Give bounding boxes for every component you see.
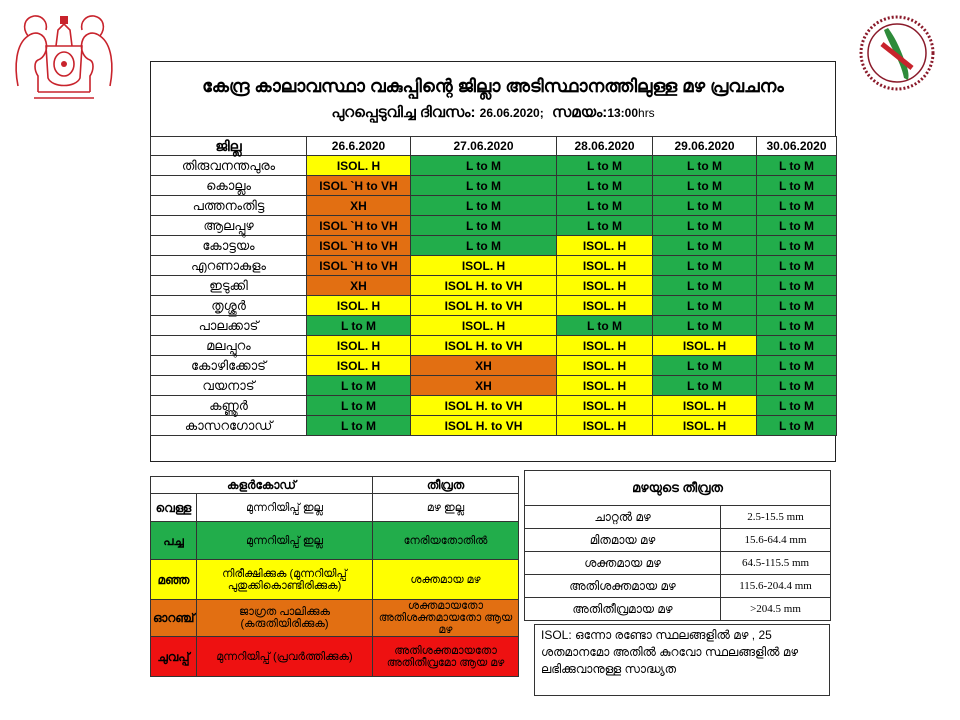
date-header: 29.06.2020 <box>653 137 757 156</box>
forecast-table <box>150 136 837 436</box>
table-row <box>151 336 837 356</box>
date-header: 27.06.2020 <box>411 137 557 156</box>
district-name: മലപ്പുറം <box>151 336 307 356</box>
rain-intensity-table <box>524 470 831 621</box>
forecast-cell: ISOL. H <box>557 336 653 356</box>
forecast-cell: L to M <box>307 396 411 416</box>
forecast-cell: L to M <box>757 316 837 336</box>
issued-date: 26.06.2020; <box>479 106 544 120</box>
time-value: 13:00 <box>607 106 639 120</box>
forecast-cell: L to M <box>557 176 653 196</box>
intensity-row <box>525 529 831 552</box>
forecast-cell: ISOL. H <box>557 396 653 416</box>
intensity-label: മിതമായ മഴ <box>525 529 721 552</box>
forecast-cell: ISOL. H <box>557 376 653 396</box>
intensity-range: 2.5-15.5 mm <box>721 506 831 529</box>
forecast-cell: L to M <box>757 296 837 316</box>
table-row <box>151 236 837 256</box>
forecast-cell: L to M <box>653 316 757 336</box>
intensity-row <box>525 575 831 598</box>
forecast-cell: ISOL H. to VH <box>411 296 557 316</box>
forecast-cell: XH <box>307 276 411 296</box>
forecast-cell: L to M <box>653 236 757 256</box>
legend-intensity: ശക്തമായതോ അതിശക്തമായതോ ആയ മഴ <box>373 600 519 637</box>
district-name: തൃശ്ശൂർ <box>151 296 307 316</box>
forecast-cell: L to M <box>757 396 837 416</box>
forecast-cell: ISOL. H <box>653 336 757 356</box>
intensity-row <box>525 506 831 529</box>
district-name: കോട്ടയം <box>151 236 307 256</box>
forecast-cell: XH <box>411 356 557 376</box>
district-name: ആലപ്പുഴ <box>151 216 307 236</box>
legend-color-name: പച്ച <box>151 522 197 560</box>
date-header: 26.6.2020 <box>307 137 411 156</box>
forecast-cell: ISOL. H <box>557 296 653 316</box>
legend-intensity: മഴ ഇല്ല <box>373 494 519 522</box>
forecast-cell: ISOL. H <box>557 276 653 296</box>
legend-color-name: മഞ്ഞ <box>151 560 197 600</box>
forecast-cell: L to M <box>757 236 837 256</box>
intensity-range: 64.5-115.5 mm <box>721 552 831 575</box>
forecast-cell: L to M <box>653 376 757 396</box>
district-name: തിരുവനന്തപുരം <box>151 156 307 176</box>
legend-row <box>151 560 519 600</box>
date-header: 30.06.2020 <box>757 137 837 156</box>
forecast-cell: L to M <box>653 296 757 316</box>
legend-intensity: നേരിയതോതിൽ <box>373 522 519 560</box>
forecast-cell: L to M <box>411 216 557 236</box>
page-title: കേന്ദ്ര കാലാവസ്ഥാ വകുപ്പിന്റെ ജില്ലാ അടിസ്ഥാനത്തിലുള്ള മഴ പ്രവചനം <box>202 76 784 96</box>
forecast-cell: L to M <box>757 356 837 376</box>
district-name: എറണാകുളം <box>151 256 307 276</box>
forecast-cell: ISOL. H <box>307 296 411 316</box>
table-row <box>151 196 837 216</box>
time-unit: hrs <box>638 106 655 120</box>
forecast-cell: ISOL `H to VH <box>307 176 411 196</box>
issued-line <box>150 104 836 121</box>
intensity-label: അതിശക്തമായ മഴ <box>525 575 721 598</box>
forecast-cell: ISOL. H <box>653 416 757 436</box>
forecast-cell: ISOL. H <box>411 256 557 276</box>
isol-note: ISOL: ഒന്നോ രണ്ടോ സ്ഥലങ്ങളിൽ മഴ , 25 ശതമാനമോ അതിൽ കുറവോ സ്ഥലങ്ങളിൽ മഴ ലഭിക്കുവാനുള്ള സാദ്ധ്യത <box>534 624 830 696</box>
forecast-cell: L to M <box>757 416 837 436</box>
table-row <box>151 396 837 416</box>
forecast-cell: L to M <box>653 156 757 176</box>
intensity-label: ശക്തമായ മഴ <box>525 552 721 575</box>
table-row <box>151 316 837 336</box>
forecast-cell: XH <box>307 196 411 216</box>
district-name: പാലക്കാട് <box>151 316 307 336</box>
intensity-range: 115.6-204.4 mm <box>721 575 831 598</box>
intensity-header: മഴയുടെ തീവ്രത <box>525 471 831 506</box>
legend-meaning: ജാഗ്രത പാലിക്കുക (കരുതിയിരിക്കുക) <box>197 600 373 637</box>
forecast-cell: ISOL. H <box>307 156 411 176</box>
date-header: 28.06.2020 <box>557 137 653 156</box>
table-row <box>151 256 837 276</box>
forecast-cell: ISOL H. to VH <box>411 416 557 436</box>
issued-label: പുറപ്പെടുവിച്ച ദിവസം: <box>331 104 476 121</box>
forecast-cell: L to M <box>411 196 557 216</box>
table-row <box>151 296 837 316</box>
forecast-cell: ISOL H. to VH <box>411 276 557 296</box>
district-name: വയനാട് <box>151 376 307 396</box>
forecast-cell: ISOL H. to VH <box>411 396 557 416</box>
legend-row <box>151 637 519 677</box>
forecast-cell: L to M <box>653 256 757 276</box>
forecast-cell: L to M <box>307 416 411 436</box>
table-row <box>151 376 837 396</box>
forecast-cell: L to M <box>653 356 757 376</box>
forecast-header-row <box>151 137 837 156</box>
legend-meaning: മുന്നറിയിപ്പ് ഇല്ല <box>197 494 373 522</box>
district-name: പത്തനംതിട്ട <box>151 196 307 216</box>
forecast-cell: L to M <box>757 376 837 396</box>
forecast-cell: ISOL H. to VH <box>411 336 557 356</box>
forecast-cell: L to M <box>653 176 757 196</box>
legend-intensity: അതിശക്തമായതോ അതിതീവ്രമോ ആയ മഴ <box>373 637 519 677</box>
legend-meaning: നിരീക്ഷിക്കുക (മുന്നറിയിപ്പ് പുതുക്കികൊണ്ടിരിക്കുക) <box>197 560 373 600</box>
table-row <box>151 176 837 196</box>
intensity-row <box>525 598 831 621</box>
forecast-cell: L to M <box>307 316 411 336</box>
forecast-cell: ISOL. H <box>557 236 653 256</box>
table-row <box>151 156 837 176</box>
legend-meaning: മുന്നറിയിപ്പ് ഇല്ല <box>197 522 373 560</box>
forecast-cell: XH <box>411 376 557 396</box>
forecast-cell: L to M <box>757 156 837 176</box>
forecast-cell: ISOL. H <box>557 416 653 436</box>
legend-row <box>151 522 519 560</box>
legend-meaning: മുന്നറിയിപ്പ് (പ്രവർത്തിക്കുക) <box>197 637 373 677</box>
intensity-label: ചാറ്റൽ മഴ <box>525 506 721 529</box>
forecast-cell: L to M <box>757 256 837 276</box>
table-row <box>151 276 837 296</box>
legend-color-header: കളർകോഡ് <box>151 477 373 494</box>
forecast-cell: ISOL `H to VH <box>307 216 411 236</box>
forecast-cell: ISOL `H to VH <box>307 236 411 256</box>
forecast-cell: L to M <box>653 276 757 296</box>
forecast-cell: ISOL. H <box>307 356 411 376</box>
legend-row <box>151 494 519 522</box>
forecast-cell: L to M <box>757 176 837 196</box>
forecast-cell: ISOL. H <box>557 356 653 376</box>
district-name: കണ്ണൂർ <box>151 396 307 416</box>
forecast-cell: L to M <box>557 156 653 176</box>
legend-row <box>151 600 519 637</box>
table-row <box>151 216 837 236</box>
intensity-row <box>525 552 831 575</box>
forecast-cell: L to M <box>557 316 653 336</box>
intensity-range: 15.6-64.4 mm <box>721 529 831 552</box>
district-header: ജില്ല <box>151 137 307 156</box>
district-name: ഇടുക്കി <box>151 276 307 296</box>
forecast-cell: ISOL. H <box>307 336 411 356</box>
forecast-cell: L to M <box>653 196 757 216</box>
forecast-cell: L to M <box>307 376 411 396</box>
forecast-cell: L to M <box>411 236 557 256</box>
legend-intensity: ശക്തമായ മഴ <box>373 560 519 600</box>
legend-intensity-header: തീവ്രത <box>373 477 519 494</box>
forecast-cell: L to M <box>411 176 557 196</box>
forecast-cell: ISOL `H to VH <box>307 256 411 276</box>
time-label: സമയം: <box>552 104 608 121</box>
forecast-cell: L to M <box>653 216 757 236</box>
kerala-map-logo-icon <box>858 14 936 92</box>
forecast-cell: L to M <box>411 156 557 176</box>
table-row <box>151 416 837 436</box>
intensity-label: അതിതീവ്രമായ മഴ <box>525 598 721 621</box>
forecast-cell: L to M <box>757 336 837 356</box>
district-name: കോഴിക്കോട് <box>151 356 307 376</box>
district-name: കാസറഗോഡ് <box>151 416 307 436</box>
color-legend-table <box>150 476 519 677</box>
forecast-cell: ISOL. H <box>557 256 653 276</box>
district-name: കൊല്ലം <box>151 176 307 196</box>
forecast-cell: L to M <box>757 276 837 296</box>
forecast-cell: L to M <box>757 196 837 216</box>
forecast-cell: L to M <box>757 216 837 236</box>
legend-color-name: ഓറഞ്ച് <box>151 600 197 637</box>
legend-color-name: ചുവപ്പ് <box>151 637 197 677</box>
forecast-cell: ISOL. H <box>411 316 557 336</box>
intensity-range: >204.5 mm <box>721 598 831 621</box>
forecast-cell: L to M <box>557 216 653 236</box>
legend-color-name: വെള്ള <box>151 494 197 522</box>
kerala-state-emblem-icon <box>8 6 120 106</box>
forecast-cell: L to M <box>557 196 653 216</box>
forecast-cell: ISOL. H <box>653 396 757 416</box>
table-row <box>151 356 837 376</box>
